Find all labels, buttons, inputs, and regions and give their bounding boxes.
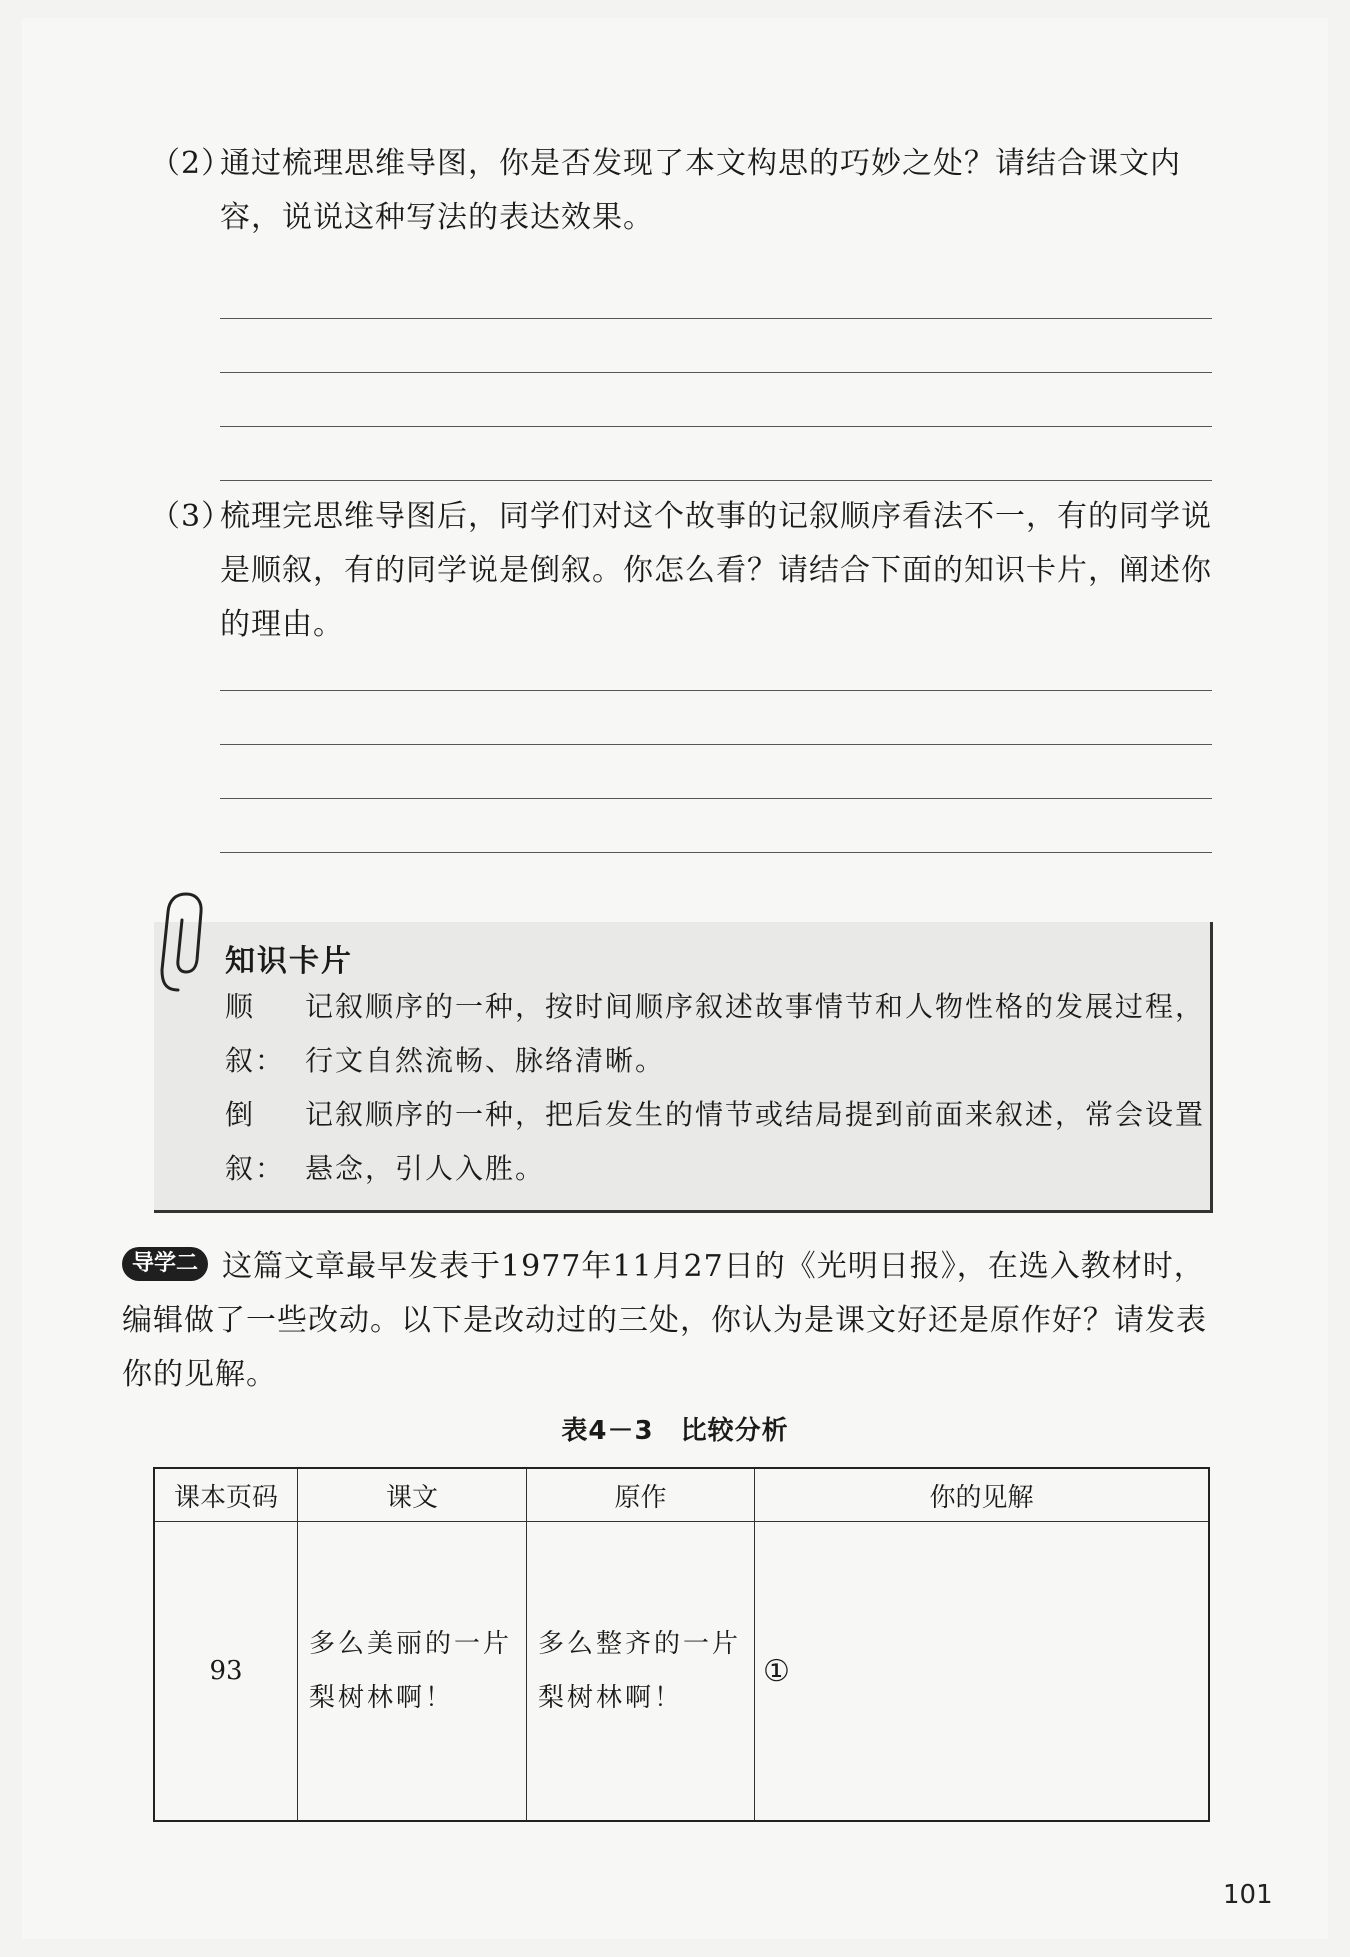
guide-badge: 导学二 (122, 1247, 208, 1281)
card-title: 知识卡片 (225, 944, 353, 979)
header-original: 原作 (527, 1468, 755, 1522)
text-content: 多么美丽的一片梨树林啊！ (309, 1629, 513, 1713)
card-entry-shunxu (225, 980, 1205, 1088)
answer-line[interactable] (220, 852, 1212, 853)
answer-line[interactable] (220, 690, 1212, 691)
opinion-marker: ① (763, 1653, 790, 1689)
answer-line[interactable] (220, 426, 1212, 427)
card-definition: 记叙顺序的一种，把后发生的情节或结局提到前面来叙述，常会设置悬念，引人入胜。 (305, 1098, 1206, 1185)
answer-line[interactable] (220, 372, 1212, 373)
answer-line[interactable] (220, 744, 1212, 745)
page-number: 101 (1223, 1880, 1273, 1910)
answer-line[interactable] (220, 318, 1212, 319)
cell-opinion[interactable] (755, 1522, 1210, 1822)
guide-text: 这篇文章最早发表于1977年11月27日的《光明日报》，在选入教材时，编辑做了一些改动。以下是改动过的三处，你认为是课文好还是原作好？请发表你的见解。 (122, 1249, 1207, 1392)
comparison-table (153, 1467, 1210, 1822)
card-definition: 记叙顺序的一种，按时间顺序叙述故事情节和人物性格的发展过程，行文自然流畅、脉络清晰。 (305, 990, 1206, 1077)
paperclip-icon (156, 890, 216, 1000)
table-header-row (154, 1468, 1209, 1522)
cell-page: 93 (154, 1522, 298, 1822)
table-row (154, 1522, 1209, 1822)
guide-section (122, 1240, 1214, 1402)
header-page: 课本页码 (154, 1468, 298, 1522)
cell-text (298, 1522, 527, 1822)
card-entry-daoxu (225, 1088, 1205, 1196)
question-text: 梳理完思维导图后，同学们对这个故事的记叙顺序看法不一，有的同学说是顺叙，有的同学说是倒叙。你怎么看？请结合下面的知识卡片，阐述你的理由。 (220, 499, 1212, 642)
header-opinion: 你的见解 (755, 1468, 1210, 1522)
question-2 (150, 137, 1220, 245)
card-term: 顺叙： (225, 990, 286, 1077)
question-number: （3） (150, 499, 233, 534)
cell-original (527, 1522, 755, 1822)
table-caption: 表4－3 比较分析 (561, 1416, 789, 1446)
question-number: （2） (150, 146, 233, 181)
answer-line[interactable] (220, 798, 1212, 799)
question-text: 通过梳理思维导图，你是否发现了本文构思的巧妙之处？请结合课文内容，说说这种写法的表达效果。 (220, 146, 1181, 235)
header-text: 课文 (298, 1468, 527, 1522)
original-content: 多么整齐的一片梨树林啊！ (538, 1629, 742, 1713)
answer-line[interactable] (220, 480, 1212, 481)
card-term: 倒叙： (225, 1098, 286, 1185)
question-3 (150, 490, 1220, 652)
